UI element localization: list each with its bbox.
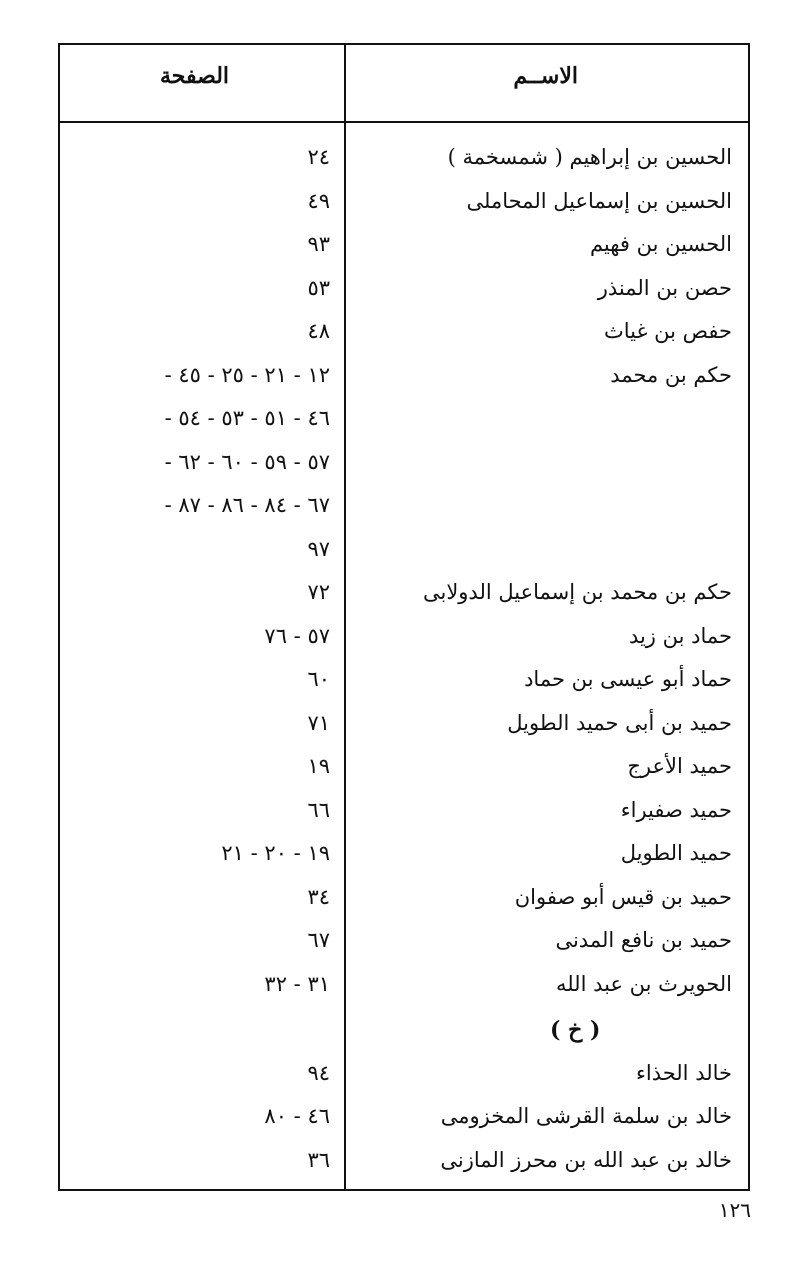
entry-name: الحسين بن فهيم — [589, 232, 732, 256]
table-row — [60, 972, 748, 1014]
header-divider — [60, 121, 748, 123]
entry-pages: ٧٢ — [307, 580, 330, 604]
entry-name: حكم بن محمد بن إسماعيل الدولابى — [422, 580, 732, 604]
entry-pages: ٩٤ — [307, 1060, 330, 1085]
entry-name: الحسين بن إسماعيل المحاملى — [466, 188, 732, 213]
entry-pages: ٦٠ — [307, 667, 330, 691]
table-row — [60, 928, 748, 970]
entry-pages: ٥٧ - ٧٦ — [264, 623, 330, 648]
entry-name: حكم بن محمد — [610, 362, 732, 387]
name-column-header: الاســم — [513, 63, 578, 89]
table-row — [60, 145, 748, 187]
entry-pages: ٦٧ - ٨٤ - ٨٦ - ٨٧ - — [164, 493, 330, 517]
entry-pages: ٥٧ - ٥٩ - ٦٠ - ٦٢ - — [164, 449, 330, 474]
entry-name: حميد الأعرج — [627, 754, 732, 778]
entry-pages: ٩٣ — [307, 232, 330, 256]
table-row — [60, 1061, 748, 1103]
table-row — [60, 537, 748, 579]
table-row — [60, 232, 748, 274]
entry-name: خالد الحذاء — [636, 1060, 732, 1085]
table-row — [60, 189, 748, 231]
table-row — [60, 406, 748, 448]
entry-name: خالد بن عبد الله بن محرز المازنى — [440, 1147, 732, 1172]
entry-pages: ٣١ - ٣٢ — [264, 971, 330, 996]
entry-name: حماد أبو عيسى بن حماد — [524, 667, 732, 691]
entry-pages: ٤٨ — [307, 319, 330, 343]
entry-pages: ٦٧ — [307, 928, 330, 952]
table-row — [60, 1104, 748, 1146]
table-row — [60, 276, 748, 318]
table-row — [60, 798, 748, 840]
table-row — [60, 450, 748, 492]
table-row — [60, 580, 748, 622]
entry-name: حفص بن غياث — [604, 319, 732, 343]
page-column-header: الصفحة — [160, 63, 230, 89]
index-table — [58, 43, 750, 1191]
table-row — [60, 711, 748, 753]
entry-name: حميد الطويل — [620, 841, 732, 865]
table-row — [60, 363, 748, 405]
entry-name: حميد بن أبى حميد الطويل — [507, 710, 732, 735]
section-letter-text: ( خ ) — [550, 1017, 601, 1043]
entry-name: حميد صفيراء — [620, 797, 732, 822]
entry-name: حميد بن قيس أبو صفوان — [514, 884, 732, 909]
entry-name: خالد بن سلمة القرشى المخزومى — [440, 1104, 732, 1128]
table-row — [60, 885, 748, 927]
entry-pages: ٩٧ — [307, 536, 330, 561]
entry-pages: ١٩ - ٢٠ - ٢١ — [221, 841, 330, 865]
entry-name: حصن بن المنذر — [597, 275, 732, 300]
entry-name: الحسين بن إبراهيم ( شمسخمة ) — [447, 145, 732, 169]
table-row — [60, 1148, 748, 1190]
entry-pages: ٤٦ - ٨٠ — [264, 1104, 330, 1128]
entry-pages: ٣٤ — [307, 884, 330, 909]
entry-name: حميد بن نافع المدنى — [555, 928, 732, 952]
table-row — [60, 667, 748, 709]
entry-pages: ٧١ — [307, 710, 330, 735]
table-row — [60, 754, 748, 796]
entry-pages: ٢٤ — [307, 145, 330, 169]
page-number: ١٢٦ — [718, 1198, 751, 1222]
entry-pages: ٣٦ — [307, 1147, 330, 1172]
table-row — [60, 841, 748, 883]
entry-pages: ٥٣ — [307, 275, 330, 300]
entry-pages: ٤٦ - ٥١ - ٥٣ - ٥٤ - — [164, 406, 330, 430]
entry-pages: ٦٦ — [307, 797, 330, 822]
entry-name: حماد بن زيد — [628, 623, 732, 648]
entry-pages: ٤٩ — [307, 188, 330, 213]
entry-pages: ١٩ — [307, 754, 330, 778]
entry-name: الحويرث بن عبد الله — [555, 971, 732, 996]
entry-pages: ١٢ - ٢١ - ٢٥ - ٤٥ - — [164, 362, 330, 387]
table-row — [60, 624, 748, 666]
table-row — [60, 319, 748, 361]
table-row — [60, 493, 748, 535]
